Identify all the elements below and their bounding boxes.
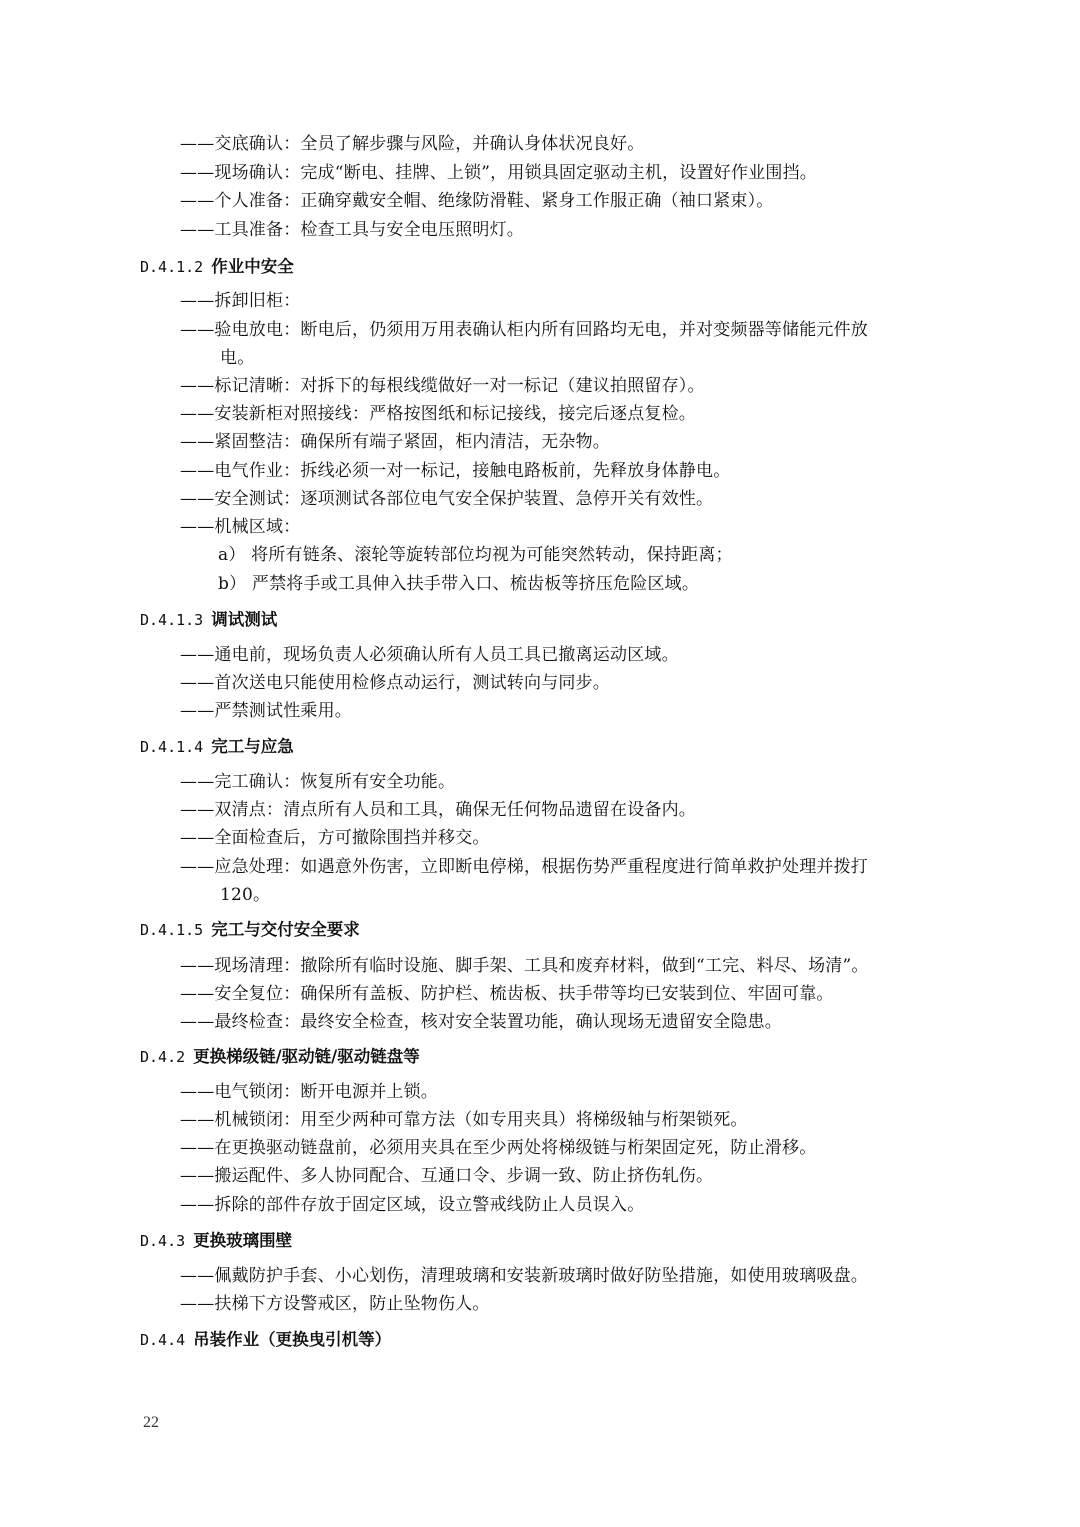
section-heading-d44 bbox=[140, 1329, 391, 1351]
list-item: ——首次送电只能使用检修点动运行，测试转向与同步。 bbox=[180, 673, 610, 693]
list-item: ——应急处理：如遇意外伤害，立即断电停梯，根据伤势严重程度进行简单救护处理并拨打 bbox=[180, 857, 868, 877]
section-heading-d413 bbox=[140, 609, 277, 631]
intro-item-1: ——交底确认：全员了解步骤与风险，并确认身体状况良好。 bbox=[180, 134, 645, 154]
list-item: ——机械区域： bbox=[180, 517, 301, 537]
list-item: ——双清点：清点所有人员和工具，确保无任何物品遗留在设备内。 bbox=[180, 800, 696, 820]
page-number: 22 bbox=[143, 1414, 159, 1431]
list-item: ——紧固整洁：确保所有端子紧固，柜内清洁，无杂物。 bbox=[180, 432, 610, 452]
list-item: ——搬运配件、多人协同配合、互通口令、步调一致、防止挤伤轧伤。 bbox=[180, 1166, 714, 1186]
sub-list-item-b: b） 严禁将手或工具伸入扶手带入口、梳齿板等挤压危险区域。 bbox=[218, 574, 700, 594]
intro-item-2: ——现场确认：完成“断电、挂牌、上锁”，用锁具固定驱动主机，设置好作业围挡。 bbox=[180, 163, 817, 183]
list-item: ——机械锁闭：用至少两种可靠方法（如专用夹具）将梯级轴与桁架锁死。 bbox=[180, 1110, 748, 1130]
section-heading-d43 bbox=[140, 1230, 292, 1252]
section-title: 作业中安全 bbox=[211, 257, 294, 276]
list-item: ——在更换驱动链盘前，必须用夹具在至少两处将梯级链与桁架固定死，防止滑移。 bbox=[180, 1138, 817, 1158]
list-item: ——严禁测试性乘用。 bbox=[180, 701, 352, 721]
intro-item-4: ——工具准备：检查工具与安全电压照明灯。 bbox=[180, 220, 524, 240]
section-number: D.4.1.5 bbox=[140, 921, 204, 939]
section-number: D.4.1.2 bbox=[140, 258, 204, 276]
list-item: ——电气作业：拆线必须一对一标记，接触电路板前，先释放身体静电。 bbox=[180, 461, 731, 481]
list-item: ——扶梯下方设警戒区，防止坠物伤人。 bbox=[180, 1294, 490, 1314]
section-title: 更换玻璃围壁 bbox=[193, 1231, 293, 1250]
section-title: 完工与应急 bbox=[211, 737, 294, 756]
section-title: 完工与交付安全要求 bbox=[211, 920, 360, 939]
section-number: D.4.2 bbox=[140, 1048, 186, 1066]
list-item: ——完工确认：恢复所有安全功能。 bbox=[180, 772, 456, 792]
list-item: ——拆卸旧柜： bbox=[180, 291, 301, 311]
list-item: ——安全测试：逐项测试各部位电气安全保护装置、急停开关有效性。 bbox=[180, 489, 714, 509]
section-heading-d415 bbox=[140, 919, 360, 941]
section-heading-d42 bbox=[140, 1046, 420, 1068]
section-number: D.4.1.4 bbox=[140, 738, 204, 756]
list-item: ——电气锁闭：断开电源并上锁。 bbox=[180, 1082, 438, 1102]
section-title: 吊装作业（更换曳引机等） bbox=[193, 1330, 392, 1349]
list-item: ——全面检查后，方可撤除围挡并移交。 bbox=[180, 828, 490, 848]
list-item: ——通电前，现场负责人必须确认所有人员工具已撤离运动区域。 bbox=[180, 645, 679, 665]
list-item: ——拆除的部件存放于固定区域，设立警戒线防止人员误入。 bbox=[180, 1195, 645, 1215]
list-item: ——佩戴防护手套、小心划伤，清理玻璃和安装新玻璃时做好防坠措施，如使用玻璃吸盘。 bbox=[180, 1266, 868, 1286]
list-item: ——最终检查：最终安全检查，核对安全装置功能，确认现场无遗留安全隐患。 bbox=[180, 1012, 782, 1032]
list-item-continuation: 120。 bbox=[220, 885, 271, 905]
list-item: ——现场清理：撤除所有临时设施、脚手架、工具和废弃材料，做到“工完、料尽、场清”。 bbox=[180, 956, 869, 976]
section-heading-d412 bbox=[140, 256, 294, 278]
list-item: ——安全复位：确保所有盖板、防护栏、梳齿板、扶手带等均已安装到位、牢固可靠。 bbox=[180, 984, 834, 1004]
intro-item-3: ——个人准备：正确穿戴安全帽、绝缘防滑鞋、紧身工作服正确（袖口紧束）。 bbox=[180, 191, 774, 211]
list-item: ——安装新柜对照接线：严格按图纸和标记接线，接完后逐点复检。 bbox=[180, 404, 696, 424]
list-item: ——验电放电：断电后，仍须用万用表确认柜内所有回路均无电，并对变频器等储能元件放 bbox=[180, 320, 868, 340]
section-number: D.4.1.3 bbox=[140, 611, 204, 629]
sub-list-item-a: a） 将所有链条、滚轮等旋转部位均视为可能突然转动，保持距离； bbox=[218, 545, 733, 565]
section-number: D.4.4 bbox=[140, 1331, 186, 1349]
section-heading-d414 bbox=[140, 736, 294, 758]
list-item: ——标记清晰：对拆下的每根线缆做好一对一标记（建议拍照留存）。 bbox=[180, 376, 705, 396]
section-title: 更换梯级链/驱动链/驱动链盘等 bbox=[193, 1047, 420, 1066]
section-number: D.4.3 bbox=[140, 1232, 186, 1250]
section-title: 调试测试 bbox=[211, 610, 278, 629]
list-item-continuation: 电。 bbox=[220, 348, 255, 368]
